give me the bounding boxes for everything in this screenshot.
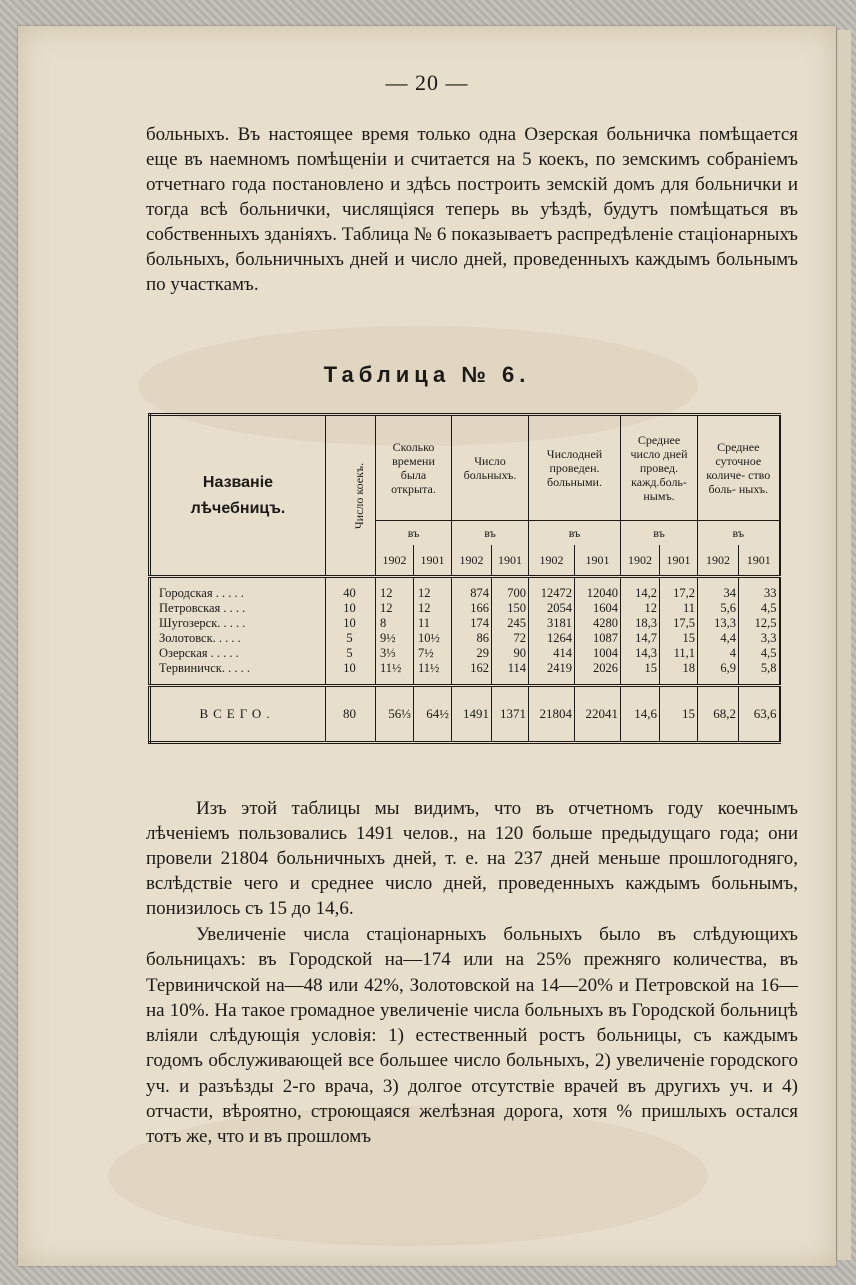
cell-open-1901: 12 — [414, 601, 452, 616]
total-patients-1901: 1371 — [492, 686, 529, 743]
cell-patients-1901: 245 — [492, 616, 529, 631]
header-avg-days: Среднее число дней провед. кажд.боль- нымъ. — [621, 415, 698, 521]
cell-days-1901: 12040 — [575, 586, 621, 601]
cell-patients-1902: 874 — [452, 586, 492, 601]
header-in: въ — [698, 521, 780, 546]
year-1902: 1902 — [376, 545, 414, 577]
spacer-row — [150, 577, 780, 587]
cell-patients-1902: 166 — [452, 601, 492, 616]
cell-avg-days-1902: 14,7 — [621, 631, 660, 646]
cell-patients-1901: 150 — [492, 601, 529, 616]
cell-avg-days-1901: 11 — [660, 601, 698, 616]
page-number: — 20 — — [385, 70, 469, 95]
cell-days-1901: 1004 — [575, 646, 621, 661]
stats-table — [148, 413, 781, 744]
paragraph-increase: Увеличеніе числа стаціонарныхъ больныхъ было въ слѣдующихъ больницахъ: въ Городской на—174 или на 25% прежняго количества, въ Тервиничской на—48 или 42%, Золотовской на 14—20% и Петровской на 16—на 10%. На такое громадное увеличеніе числа больныхъ въ Городской больницѣ вліяли слѣдующія условія: 1) естественный ростъ больницы, съ каждымъ годомъ обслуживающей все большее число больныхъ, 2) увеличеніе городского уч. и разъѣзды 2-го врача, 3) долгое отсутствіе врачей въ другихъ уч. и 4) отчасти, вѣроятно, строющаяся желѣзная дорога, хотя % пришлыхъ остался тотъ же, что и въ прошломъ — [146, 924, 798, 1148]
total-daily-1901: 63,6 — [739, 686, 780, 743]
table-title: Таблица № 6. — [323, 362, 531, 387]
cell-avg-days-1902: 18,3 — [621, 616, 660, 631]
paragraph-summary: Изъ этой таблицы мы видимъ, что въ отчетномъ году коечнымъ лѣченіемъ пользовались 1491 челов., на 120 больше предыдущаго года; они провели 21804 больничныхъ дней, т. е. на 237 дней меньше прошлогодняго, вслѣдствіе чего и среднее число дней, проведенныхъ каждымъ больнымъ, понизилось съ 15 до 14,6. — [146, 798, 798, 919]
cell-days-1902: 3181 — [529, 616, 575, 631]
table-row — [150, 586, 780, 601]
table-total — [150, 686, 780, 743]
cell-patients-1901: 114 — [492, 661, 529, 676]
cell-patients-1902: 174 — [452, 616, 492, 631]
cell-patients-1901: 72 — [492, 631, 529, 646]
cell-days-1902: 414 — [529, 646, 575, 661]
cell-days-1902: 1264 — [529, 631, 575, 646]
table-row — [150, 661, 780, 676]
cell-patients-1902: 86 — [452, 631, 492, 646]
cell-days-1901: 1604 — [575, 601, 621, 616]
cell-open-1902: 12 — [376, 601, 414, 616]
cell-hospital-name: Городская . . . . . — [159, 586, 244, 600]
cell-patients-1902: 162 — [452, 661, 492, 676]
cell-daily-1901: 4,5 — [739, 601, 780, 616]
cell-daily-1902: 34 — [698, 586, 739, 601]
total-beds: 80 — [326, 686, 376, 743]
year-1901: 1901 — [575, 545, 621, 577]
cell-daily-1902: 4,4 — [698, 631, 739, 646]
cell-open-1901: 11½ — [414, 661, 452, 676]
table-row — [150, 631, 780, 646]
cell-daily-1901: 33 — [739, 586, 780, 601]
cell-days-1901: 2026 — [575, 661, 621, 676]
header-in: въ — [452, 521, 529, 546]
cell-patients-1901: 700 — [492, 586, 529, 601]
table-row — [150, 616, 780, 631]
year-1902: 1902 — [621, 545, 660, 577]
cell-daily-1902: 6,9 — [698, 661, 739, 676]
cell-avg-days-1902: 14,3 — [621, 646, 660, 661]
cell-open-1901: 11 — [414, 616, 452, 631]
header-daily: Среднее суточное количе- ство боль- ныхъ. — [698, 415, 780, 521]
cell-beds-count: 10 — [326, 616, 376, 631]
cell-avg-days-1902: 12 — [621, 601, 660, 616]
header-open-time: Сколько времени была открыта. — [376, 415, 452, 521]
header-patients: Число больныхъ. — [452, 415, 529, 521]
total-days-1901: 22041 — [575, 686, 621, 743]
cell-beds-count: 5 — [326, 646, 376, 661]
paragraph-intro: больныхъ. Въ настоящее время только одна Озерская больничка помѣщается еще въ наемномъ помѣщеніи и считается на 5 коекъ, по земскимъ собраніемъ отчетнаго года постановлено и здѣсь построить земскій домъ для больнички и тогда всѣ больнички, числящіяся теперь вь уѣздѣ, будутъ помѣщаться въ собственныхъ зданіяхъ. Таблица № 6 показываетъ распредѣленіе стаціонарныхъ больныхъ, больничныхъ дней и число дней, проведенныхъ каждымъ больнымъ по участкамъ. — [146, 124, 798, 295]
total-open-1902: 56⅓ — [376, 686, 414, 743]
header-in: въ — [529, 521, 621, 546]
cell-open-1901: 10½ — [414, 631, 452, 646]
cell-avg-days-1901: 18 — [660, 661, 698, 676]
total-patients-1902: 1491 — [452, 686, 492, 743]
cell-days-1902: 2419 — [529, 661, 575, 676]
cell-open-1902: 9½ — [376, 631, 414, 646]
cell-daily-1901: 4,5 — [739, 646, 780, 661]
header-in: въ — [376, 521, 452, 546]
cell-open-1902: 11½ — [376, 661, 414, 676]
cell-days-1902: 2054 — [529, 601, 575, 616]
total-avg-1902: 14,6 — [621, 686, 660, 743]
cell-patients-1902: 29 — [452, 646, 492, 661]
cell-daily-1902: 13,3 — [698, 616, 739, 631]
cell-patients-1901: 90 — [492, 646, 529, 661]
header-days: Числодней проведен. больными. — [529, 415, 621, 521]
cell-daily-1902: 4 — [698, 646, 739, 661]
year-1901: 1901 — [739, 545, 780, 577]
cell-hospital-name: Золотовск. . . . . — [159, 631, 241, 645]
cell-daily-1901: 5,8 — [739, 661, 780, 676]
cell-daily-1901: 3,3 — [739, 631, 780, 646]
total-row — [150, 686, 780, 743]
cell-daily-1901: 12,5 — [739, 616, 780, 631]
cell-open-1902: 12 — [376, 586, 414, 601]
cell-hospital-name: Шугозерск. . . . . — [159, 616, 246, 630]
cell-avg-days-1901: 15 — [660, 631, 698, 646]
header-hospital-name: Названіе лѣчебницъ. — [190, 473, 286, 517]
page-edge — [836, 30, 851, 1260]
cell-beds-count: 5 — [326, 631, 376, 646]
book-page — [18, 26, 836, 1266]
year-1902: 1902 — [452, 545, 492, 577]
cell-hospital-name: Озерская . . . . . — [159, 646, 239, 660]
cell-beds-count: 10 — [326, 661, 376, 676]
cell-avg-days-1902: 15 — [621, 661, 660, 676]
table-body — [150, 577, 780, 686]
cell-days-1902: 12472 — [529, 586, 575, 601]
cell-avg-days-1901: 11,1 — [660, 646, 698, 661]
spacer-row — [150, 676, 780, 686]
cell-avg-days-1902: 14,2 — [621, 586, 660, 601]
total-avg-1901: 15 — [660, 686, 698, 743]
year-1902: 1902 — [529, 545, 575, 577]
year-1902: 1902 — [698, 545, 739, 577]
table-row — [150, 646, 780, 661]
year-1901: 1901 — [660, 545, 698, 577]
cell-hospital-name: Тервиничск. . . . . — [159, 661, 250, 675]
cell-avg-days-1901: 17,5 — [660, 616, 698, 631]
cell-days-1901: 4280 — [575, 616, 621, 631]
header-beds: Число коекъ. — [326, 415, 376, 577]
cell-beds-count: 40 — [326, 586, 376, 601]
total-daily-1902: 68,2 — [698, 686, 739, 743]
hospital-table — [148, 413, 778, 744]
cell-open-1902: 8 — [376, 616, 414, 631]
cell-daily-1902: 5,6 — [698, 601, 739, 616]
year-1901: 1901 — [492, 545, 529, 577]
table-row — [150, 601, 780, 616]
total-label: ВСЕГО. — [150, 686, 326, 743]
cell-open-1902: 3⅓ — [376, 646, 414, 661]
header-in: въ — [621, 521, 698, 546]
cell-days-1901: 1087 — [575, 631, 621, 646]
total-open-1901: 64½ — [414, 686, 452, 743]
cell-open-1901: 7½ — [414, 646, 452, 661]
cell-open-1901: 12 — [414, 586, 452, 601]
total-days-1902: 21804 — [529, 686, 575, 743]
cell-hospital-name: Петровская . . . . — [159, 601, 246, 615]
year-1901: 1901 — [414, 545, 452, 577]
cell-avg-days-1901: 17,2 — [660, 586, 698, 601]
cell-beds-count: 10 — [326, 601, 376, 616]
